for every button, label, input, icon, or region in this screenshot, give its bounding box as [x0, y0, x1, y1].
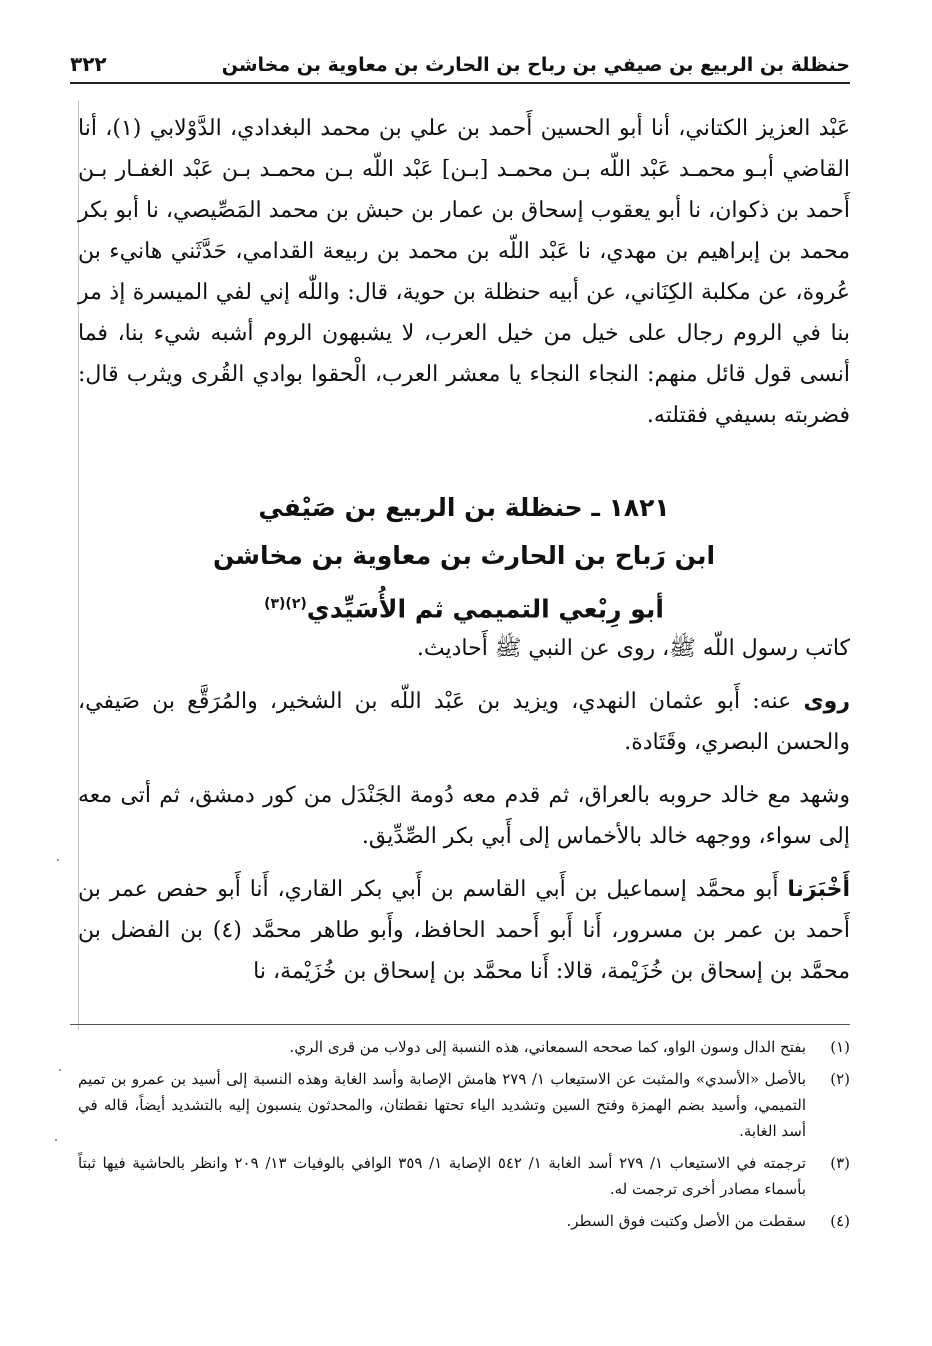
- footnote-text: سقطت من الأصل وكتبت فوق السطر.: [566, 1212, 806, 1230]
- paragraph: كاتب رسول اللّه ﷺ، روى عن النبي ﷺ أَحاديث.: [416, 636, 850, 661]
- footnotes: [78, 1034, 850, 1240]
- entry-title-line-3: [78, 580, 850, 633]
- footnote: [78, 1150, 850, 1202]
- paragraph-lead: أَخْبَرَنا: [787, 877, 850, 902]
- continued-text: [78, 108, 850, 436]
- footnote-number: (٢): [830, 1070, 850, 1088]
- paragraph-lead: روى: [803, 689, 850, 714]
- footnote-separator: [70, 1024, 850, 1025]
- footnote-text: بالأصل «الأسدي» والمثبت عن الاستيعاب ١/ ٢٧٩ هامش الإصابة وأسد الغابة وهذه النسبة إلى أسيد بن عمرو بن تميم التميمي، وأسيد بضم الهمزة وفتح السين وتشديد الياء تحتها نقطتان، والمحدثون ينسبون إليه بالتشديد أيضاً، قاله في أسد الغابة.: [78, 1070, 806, 1140]
- paragraph-text: أَبو محمَّد إسماعيل بن أَبي القاسم بن أَبي بكر القاري، أَنا أَبو حفص عمر بن أَحمد بن عمر بن مسرور، أَنا أَبو أَحمد الحافظ، وأَبو طاهر محمَّد (٤) بن الفضل بن محمَّد بن إسحاق بن خُزَيْمة، قالا: أَنا محمَّد بن إسحاق بن خُزَيْمة، نا: [78, 877, 850, 984]
- entry-title-line-2: ابن رَباح بن الحارث بن معاوية بن مخاشن: [212, 541, 716, 570]
- entry-heading: [78, 484, 850, 633]
- footnote-text: بفتح الدال وسون الواو، كما صححه السمعاني، هذه النسبة إلى دولاب من قرى الري.: [289, 1038, 806, 1056]
- running-header: [70, 42, 850, 84]
- paragraph-text: عنه: أَبو عثمان النهدي، ويزيد بن عَبْد اللّه بن الشخير، والمُرَقَّع بن صَيفي، والحسن البصري، وقَتَادة.: [78, 689, 850, 755]
- footnote: [78, 1034, 850, 1060]
- footnote-number: (٣): [830, 1154, 850, 1172]
- footnote: [78, 1066, 850, 1144]
- header-title: حنظلة بن الربيع بن صيفي بن رباح بن الحارث بن معاوية بن مخاشن: [221, 54, 850, 76]
- scan-specks: [40, 840, 70, 1160]
- entry-title-line-1: ١٨٢١ ـ حنظلة بن الربيع بن صَيْفي: [258, 493, 670, 522]
- entry-body: [78, 628, 850, 1004]
- paragraph: [78, 869, 850, 992]
- footnote-number: (٤): [830, 1212, 850, 1230]
- footnote: [78, 1208, 850, 1234]
- paragraph: عَبْد العزيز الكتاني، أنا أبو الحسين أَحمد بن علي بن محمد البغدادي، الدَّوْلابي (١)، أنا القاضي أبـو محمـد عَبْد اللّه بـن محمـد [بـن] عَبْد اللّه بـن محمـد بـن عَبْد الغفـار بـن أَحمد بن ذكوان، نا أبو يعقوب إسحاق بن عمار بن حبش بن محمد المَصِّيصي، نا أبو بكر محمد بن إبراهيم بن مهدي، نا عَبْد اللّه بن محمد بن ربيعة القدامي، حَدَّثَني هانيء بن عُروة، عن مكلبة الكِنَاني، عن أبيه حنظلة بن حوية، قال: واللّٰه إني لفي الميسرة إذ مر بنا في الروم رجال على خيل من خيل العرب، لا يشبهون الروم أشبه شيء بنا، فما أنسى قول قائل منهم: النجاء النجاء يا معشر العرب، الْحقوا بوادي القُرى ويثرب قال: فضربته بسيفي فقتلته.: [78, 116, 851, 428]
- entry-kunya: أبو رِبْعي التميمي ثم الأُسَيِّدي: [306, 594, 664, 624]
- footnote-text: ترجمته في الاستيعاب ١/ ٢٧٩ أسد الغابة ١/ ٥٤٢ الإصابة ١/ ٣٥٩ الوافي بالوفيات ١٣/ ٢٠٩ وانظر بالحاشية فيها ثبتاً بأسماء مصادر أخرى ترجمت له.: [78, 1154, 806, 1198]
- footnote-number: (١): [830, 1038, 850, 1056]
- footnote-refs: (٢)(٣): [264, 596, 307, 612]
- paragraph: [78, 681, 850, 763]
- paragraph: وشهد مع خالد حروبه بالعراق، ثم قدم معه دُومة الجَنْدَل من كور دمشق، ثم أتى معه إلى سواء، ووجهه خالد بالأخماس إلى أَبي بكر الصِّدِّيق.: [78, 783, 850, 849]
- page-number: ٣٢٢: [70, 52, 107, 76]
